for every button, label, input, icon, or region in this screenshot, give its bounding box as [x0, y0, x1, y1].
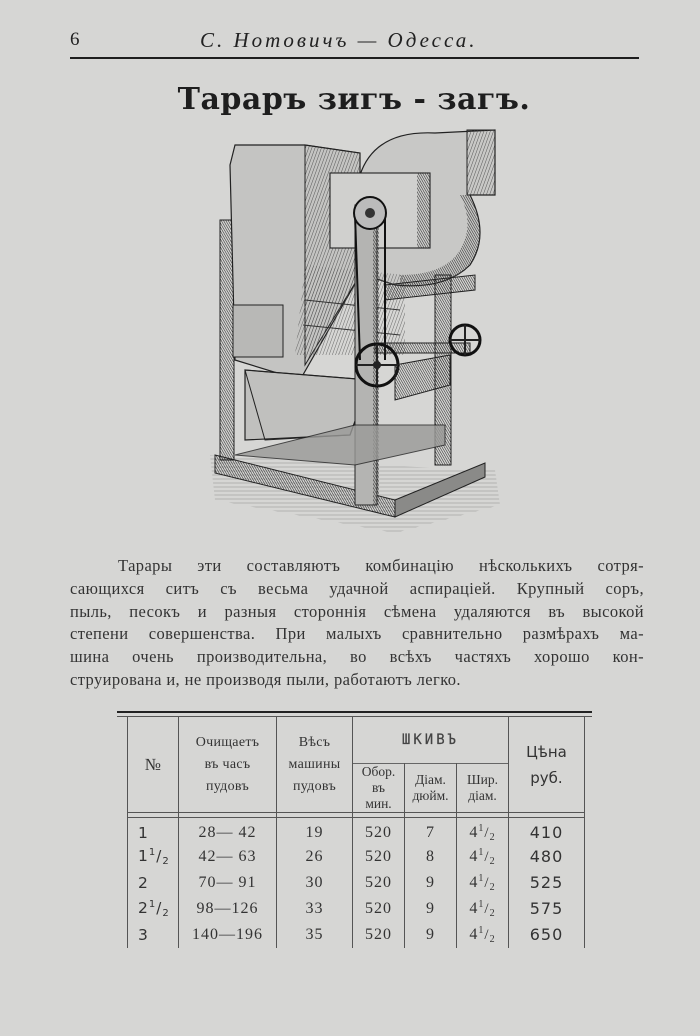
column-header-rpm: Обор. въ мин. — [353, 764, 405, 813]
description-paragraph — [70, 555, 644, 692]
table-row — [128, 896, 585, 922]
cell-number: $1^1/_2$ — [128, 844, 179, 870]
page-number: 6 — [70, 29, 80, 50]
cell-weight: 30 — [277, 870, 353, 896]
cell-diameter: 8 — [405, 844, 457, 870]
cell-number: 2 — [128, 870, 179, 896]
cell-capacity: 140—196 — [179, 922, 277, 948]
table-top-rule — [117, 711, 592, 713]
winnowing-machine-engraving-icon — [205, 125, 505, 540]
column-header-diameter: Діам. дюйм. — [405, 764, 457, 813]
column-header-price: Цѣна руб. — [509, 717, 585, 813]
table-row — [128, 870, 585, 896]
column-header-capacity: Очищаетъ въ часъ пудовъ — [179, 717, 277, 813]
page-title: Тараръ зигъ - загъ. — [177, 82, 531, 117]
cell-rpm: 520 — [353, 922, 405, 948]
cell-width: $4^1/_2$ — [457, 896, 509, 922]
column-header-number: № — [128, 717, 179, 813]
column-header-weight: Вѣсъ машины пудовъ — [277, 717, 353, 813]
cell-price: 525 — [509, 870, 585, 896]
column-header-width: Шир. діам. — [457, 764, 509, 813]
cell-price: 410 — [509, 818, 585, 844]
table-row — [128, 818, 585, 844]
text-line: Тарары эти составляютъ комбинацію нѣсколькихъ сотря- — [118, 556, 644, 575]
cell-capacity: 98—126 — [179, 896, 277, 922]
machine-illustration — [205, 125, 505, 540]
text-line: степени совершенства. При малыхъ сравнительно размѣрахъ ма- — [70, 624, 644, 644]
cell-price: 650 — [509, 922, 585, 948]
table-row — [128, 922, 585, 948]
column-group-pulley: ШКИВЪ — [353, 717, 509, 764]
header-rule — [70, 57, 639, 59]
cell-rpm: 520 — [353, 818, 405, 844]
text-line: сающихся ситъ съ весьма удачной аспираціей. Крупный соръ, — [70, 578, 644, 598]
cell-width: $4^1/_2$ — [457, 922, 509, 948]
text-line: струирована и, не производя пыли, работаютъ легко. — [70, 669, 461, 689]
cell-rpm: 520 — [353, 896, 405, 922]
text-line: шина очень производительна, во всѣхъ частяхъ хорошо кон- — [70, 647, 644, 667]
cell-width: $4^1/_2$ — [457, 844, 509, 870]
cell-number: 1 — [128, 818, 179, 844]
cell-diameter: 7 — [405, 818, 457, 844]
cell-capacity: 42— 63 — [179, 844, 277, 870]
running-title: С. Нотовичъ — Одесса. — [200, 28, 478, 52]
cell-width: $4^1/_2$ — [457, 870, 509, 896]
cell-weight: 19 — [277, 818, 353, 844]
cell-capacity: 28— 42 — [179, 818, 277, 844]
cell-diameter: 9 — [405, 870, 457, 896]
cell-width: $4^1/_2$ — [457, 818, 509, 844]
price-table — [127, 717, 585, 948]
cell-weight: 33 — [277, 896, 353, 922]
cell-capacity: 70— 91 — [179, 870, 277, 896]
cell-diameter: 9 — [405, 896, 457, 922]
cell-weight: 35 — [277, 922, 353, 948]
table-row — [128, 844, 585, 870]
cell-diameter: 9 — [405, 922, 457, 948]
cell-rpm: 520 — [353, 870, 405, 896]
cell-weight: 26 — [277, 844, 353, 870]
cell-price: 480 — [509, 844, 585, 870]
text-line: пыль, песокъ и разныя стороннія сѣмена удаляются въ высокой — [70, 601, 644, 621]
cell-price: 575 — [509, 896, 585, 922]
cell-rpm: 520 — [353, 844, 405, 870]
cell-number: 3 — [128, 922, 179, 948]
cell-number: $2^1/_2$ — [128, 896, 179, 922]
